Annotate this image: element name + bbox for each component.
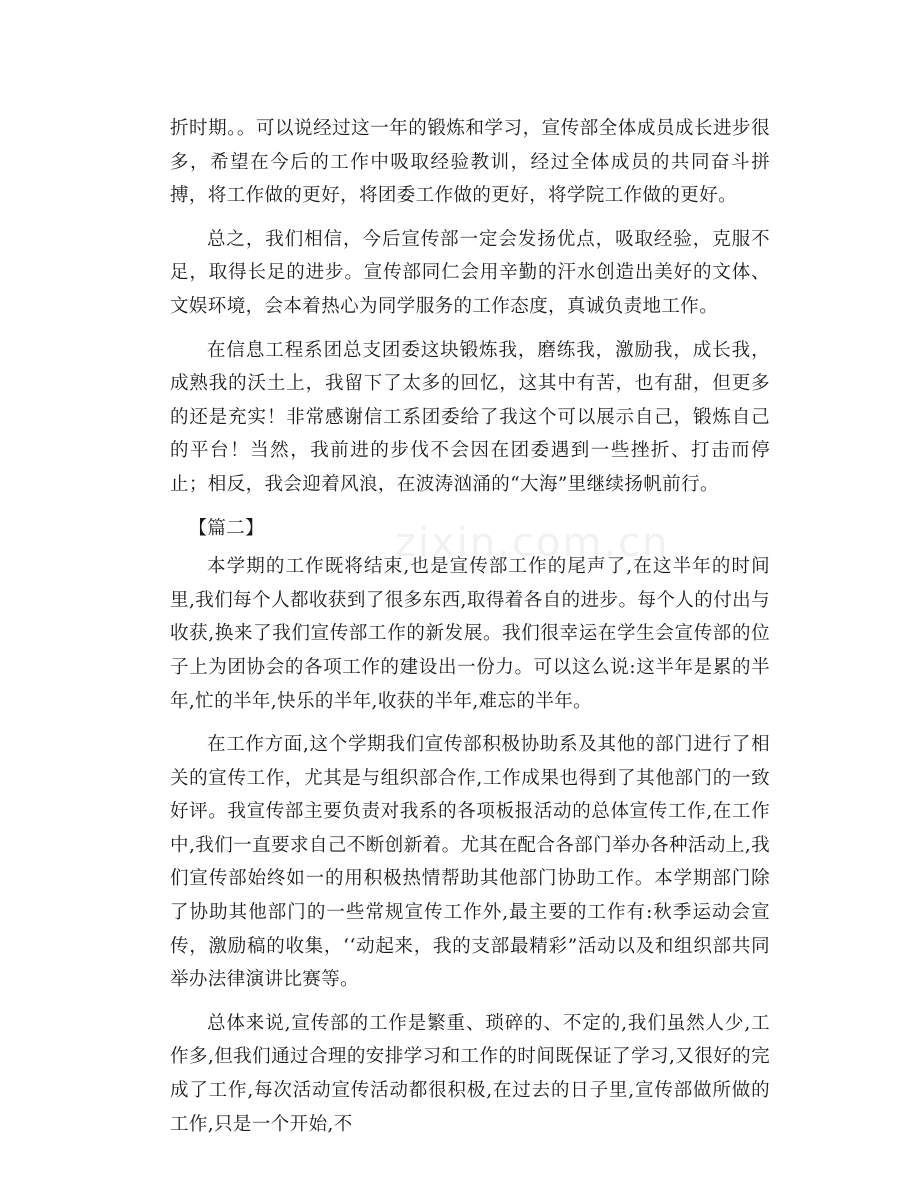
paragraph: 在信息工程系团总支团委这块锻炼我，磨练我，激励我，成长我，成熟我的沃土上，我留下了太多的回忆，这其中有苦，也有甜，但更多的还是充实！非常感谢信工系团委给了我这个可以展示自己，锻炼自己的平台！当然，我前进的步伐不会因在团委遇到一些挫折、打击而停止；相反，我会迎着风浪，在波涛汹涌的“大海”里继续扬帆前行。 <box>170 339 770 495</box>
paragraph: 总之，我们相信，今后宣传部一定会发扬优点，吸取经验，克服不足，取得长足的进步。宣传部同仁会用辛勤的汗水创造出美好的文体、文娱环境，会本着热心为同学服务的工作态度，真诚负责地工作。 <box>170 228 770 317</box>
watermark: zixin.com.cn <box>395 520 670 566</box>
paragraph: 总体来说,宣传部的工作是繁重、琐碎的、不定的,我们虽然人少,工作多,但我们通过合理的安排学习和工作的时间既保证了学习,又很好的完成了工作,每次活动宣传活动都很积极,在过去的日子里,宣传部做所做的工作,只是一个开始,不 <box>170 1012 770 1135</box>
paragraph: 本学期的工作既将结束,也是宣传部工作的尾声了,在这半年的时间里,我们每个人都收获到了很多东西,取得着各自的进步。每个人的付出与收获,换来了我们宣传部工作的新发展。我们很幸运在学生会宣传部的位子上为团协会的各项工作的建设出一份力。可以这么说:这半年是累的半年,忙的半年,快乐的半年,收获的半年,难忘的半年。 <box>170 556 770 712</box>
paragraph: 在工作方面,这个学期我们宣传部积极协助系及其他的部门进行了相关的宣传工作，尤其是与组织部合作,工作成果也得到了其他部门的一致好评。我宣传部主要负责对我系的各项板报活动的总体宣传工作,在工作中,我们一直要求自己不断创新着。尤其在配合各部门举办各种活动上,我们宣传部始终如一的用积极热情帮助其他部门协助工作。本学期部门除了协助其他部门的一些常规宣传工作外,最主要的工作有:秋季运动会宣传，激励稿的收集，‘‘动起来，我的支部最精彩”活动以及和组织部共同举办法律演讲比赛等。 <box>170 734 770 991</box>
document-body <box>170 112 770 1151</box>
paragraph-continuation: 折时期。。可以说经过这一年的锻炼和学习，宣传部全体成员成长进步很多，希望在今后的工作中吸取经验教训，经过全体成员的共同奋斗拼搏，将工作做的更好，将团委工作做的更好，将学院工作做的更好。 <box>170 118 770 207</box>
section-heading: 【篇二】 <box>188 517 265 539</box>
